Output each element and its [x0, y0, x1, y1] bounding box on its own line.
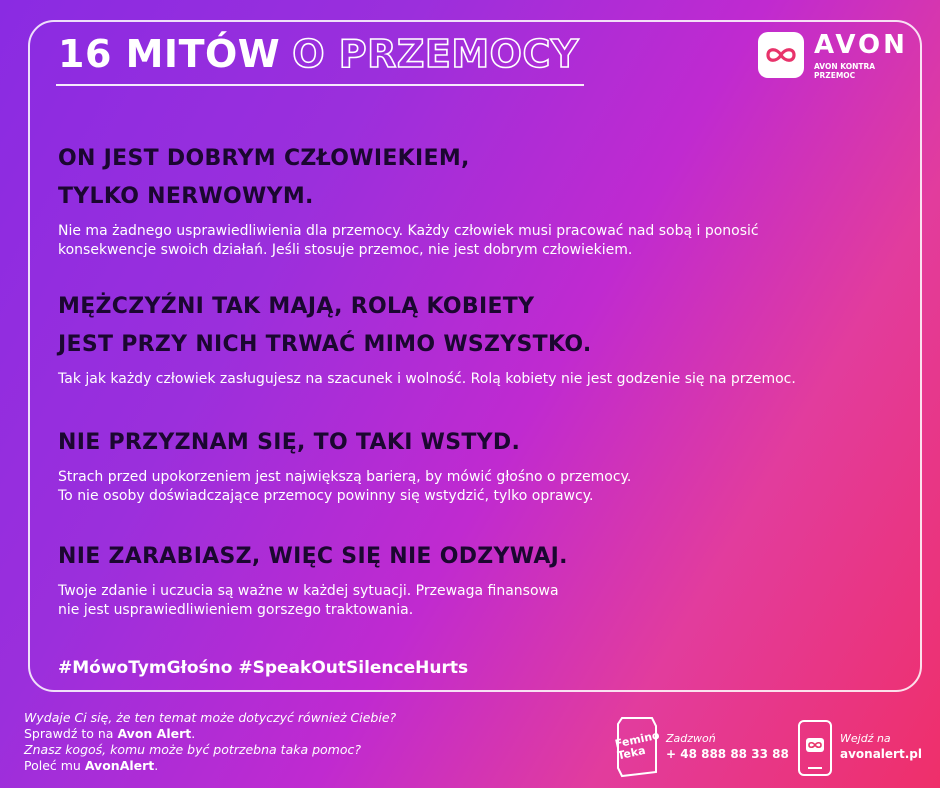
myth-heading: ON JEST DOBRYM CZŁOWIEKIEM, TYLKO NERWOWYM. — [58, 146, 470, 209]
avonalert-link[interactable]: AvonAlert — [84, 758, 155, 773]
web-info — [840, 732, 922, 762]
call-label: Zadzwoń — [666, 732, 716, 745]
title-underline — [56, 84, 584, 86]
footer-line-3: Znasz kogoś, komu może być potrzebna taka pomoc? — [24, 742, 362, 757]
phone-icon — [798, 720, 832, 776]
title-part-1: 16 MITÓW — [58, 32, 281, 76]
logo-subtitle: AVON KONTRA PRZEMOC — [814, 62, 876, 80]
footer-line-1: Wydaje Ci się, że ten temat może dotyczyć również Ciebie? — [24, 710, 397, 725]
web-url-link[interactable]: avonalert.pl — [840, 747, 922, 761]
footer-line-4: Poleć mu AvonAlert. — [24, 758, 159, 773]
avon-logo — [758, 32, 908, 80]
page-title — [58, 30, 579, 78]
myth-body: Nie ma żadnego usprawiedliwienia dla przemocy. Każdy człowiek musi pracować nad sobą i ponosić konsekwencje swoich działań. Jeśli stosuje przemoc, nie jest dobrym człowiekiem. — [58, 223, 759, 258]
hashtags: #MówoTymGłośno #SpeakOutSilenceHurts — [58, 658, 469, 678]
footer-text — [24, 710, 396, 774]
myth-1 — [58, 140, 918, 260]
myth-body: Tak jak każdy człowiek zasługujesz na szacunek i wolność. Rolą kobiety nie jest godzenie się na przemoc. — [58, 371, 796, 387]
femino-logo-label: Femino Teka — [613, 728, 661, 763]
footer-line-2: Sprawdź to na Avon Alert. — [24, 726, 196, 741]
title-part-2: O PRZEMOCY — [292, 32, 579, 76]
myth-3 — [58, 424, 918, 506]
avon-alert-link[interactable]: Avon Alert — [117, 726, 192, 741]
phone-number[interactable]: + 48 888 88 33 88 — [666, 747, 789, 761]
myth-heading: MĘŻCZYŹNI TAK MAJĄ, ROLĄ KOBIETY JEST PRZY NICH TRWAĆ MIMO WSZYSTKO. — [58, 294, 592, 357]
myth-body: Twoje zdanie i uczucia są ważne w każdej sytuacji. Przewaga finansowa nie jest usprawiedliwieniem gorszego traktowania. — [58, 583, 559, 618]
infinity-icon — [758, 32, 804, 78]
myth-2 — [58, 288, 918, 389]
myth-heading: NIE PRZYZNAM SIĘ, TO TAKI WSTYD. — [58, 430, 521, 455]
call-info — [666, 732, 789, 762]
logo-brand: AVON — [814, 30, 908, 60]
myth-heading: NIE ZARABIASZ, WIĘC SIĘ NIE ODZYWAJ. — [58, 544, 568, 569]
myth-4 — [58, 538, 918, 620]
femino-teka-logo — [614, 716, 660, 778]
web-label: Wejdź na — [840, 732, 891, 745]
myth-body: Strach przed upokorzeniem jest największą barierą, by mówić głośno o przemocy. To nie osoby doświadczające przemocy powinny się wstydzić, tylko oprawcy. — [58, 469, 632, 504]
